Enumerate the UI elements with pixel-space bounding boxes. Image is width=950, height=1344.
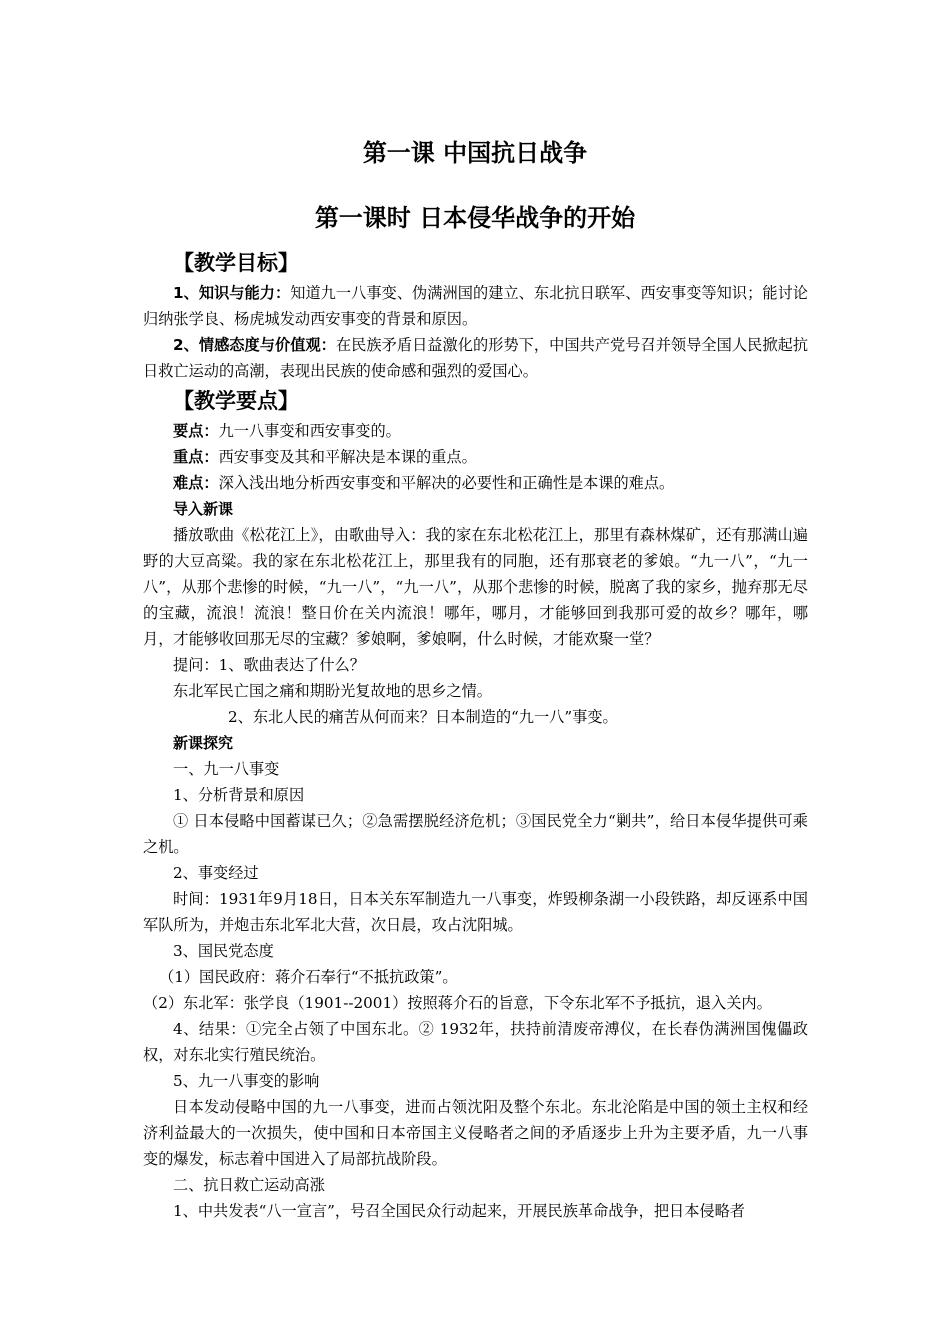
intro-answer-1: 东北军民亡国之痛和期盼光复故地的思乡之情。 [173, 682, 492, 700]
section-1-5-text: 日本发动侵略中国的九一八事变，进而占领沈阳及整个东北。东北沦陷是中国的领土主权和经济利益最大的一次损失，使中国和日本帝国主义侵略者之间的矛盾逐步上升为主要矛盾，九一八事变的爆发，标志着中国进入了局部抗战阶段。 [143, 1098, 808, 1168]
section-1-3-heading: 3、国民党态度 [173, 942, 274, 960]
lesson-heading: 新课探究 [173, 734, 234, 752]
keypoint-1 [143, 418, 808, 444]
objective-item-2-label: 2、情感态度与价值观： [173, 336, 336, 354]
section-1-heading: 一、九一八事变 [173, 760, 280, 778]
section-1-3-b: （2）东北军：张学良（1901--2001）按照蒋介石的旨意，下令东北军不予抵抗，退入关内。 [143, 994, 772, 1012]
section-1-1-text: ① 日本侵略中国蓄谋已久；②急需摆脱经济危机；③国民党全力“剿共”，给日本侵华提供可乘之机。 [143, 812, 808, 856]
keypoint-2-text: 西安事变及其和平解决是本课的重点。 [218, 448, 477, 466]
section-1-3-a: （1）国民政府：蒋介石奉行“不抵抗政策”。 [159, 968, 458, 986]
lesson-title: 第一课 中国抗日战争 [362, 139, 588, 167]
keypoint-3-label: 难点： [173, 474, 219, 492]
objectives-heading: 【教学目标】 [173, 251, 299, 275]
intro-question-2: 2、东北人民的痛苦从何而来？日本制造的“九一八”事变。 [228, 708, 618, 726]
section-1-2-text: 时间：1931年9月18日，日本关东军制造九一八事变，炸毁柳条湖一小段铁路，却反诬系中国军队所为，并炮击东北军北大营，次日晨，攻占沈阳城。 [143, 890, 808, 934]
section-1-2-heading: 2、事变经过 [173, 864, 259, 882]
section-2-1: 1、中共发表“八一宣言”，号召全国民众行动起来，开展民族革命战争，把日本侵略者 [173, 1202, 745, 1220]
keypoints-heading: 【教学要点】 [173, 389, 299, 413]
section-1-5-heading: 5、九一八事变的影响 [173, 1072, 320, 1090]
objective-item-1-label: 1、知识与能力： [173, 284, 291, 302]
section-1-4: 4、结果：①完全占领了中国东北。② 1932年，扶持前清废帝溥仪，在长春伪满洲国傀儡政权，对东北实行殖民统治。 [143, 1020, 808, 1064]
document-body [143, 246, 808, 1224]
intro-paragraph: 播放歌曲《松花江上》，由歌曲导入：我的家在东北松花江上，那里有森林煤矿，还有那满山遍野的大豆高粱。我的家在东北松花江上，那里我有的同胞，还有那衰老的爹娘。“九一八”，“九一八”，从那个悲惨的时候，“九一八”，“九一八”，从那个悲惨的时候，脱离了我的家乡，抛弃那无尽的宝藏，流浪！流浪！整日价在关内流浪！哪年，哪月，才能够回到我那可爱的故乡？哪年，哪月，才能够收回那无尽的宝藏？爹娘啊，爹娘啊，什么时候，才能欢聚一堂？ [143, 526, 808, 648]
objective-item-1-text: 知道九一八事变、伪满洲国的建立、东北抗日联军、西安事变等知识；能讨论归纳张学良、杨虎城发动西安事变的背景和原因。 [143, 284, 808, 328]
keypoint-1-label: 要点： [173, 422, 219, 440]
keypoint-2 [143, 444, 808, 470]
objective-item-2-text: 在民族矛盾日益激化的形势下，中国共产党号召并领导全国人民掀起抗日救亡运动的高潮，表现出民族的使命感和强烈的爱国心。 [143, 336, 809, 380]
keypoint-3 [143, 470, 808, 496]
section-2-heading: 二、抗日救亡运动高涨 [173, 1176, 325, 1194]
keypoint-1-text: 九一八事变和西安事变的。 [218, 422, 401, 440]
intro-heading: 导入新课 [173, 500, 234, 518]
lesson-subtitle: 第一课时 日本侵华战争的开始 [314, 204, 636, 232]
intro-question-1: 提问：1、歌曲表达了什么？ [173, 656, 365, 674]
objective-item-1 [143, 280, 808, 332]
keypoint-3-text: 深入浅出地分析西安事变和平解决的必要性和正确性是本课的难点。 [218, 474, 675, 492]
objective-item-2 [143, 332, 808, 384]
keypoint-2-label: 重点： [173, 448, 219, 466]
section-1-1-heading: 1、分析背景和原因 [173, 786, 305, 804]
